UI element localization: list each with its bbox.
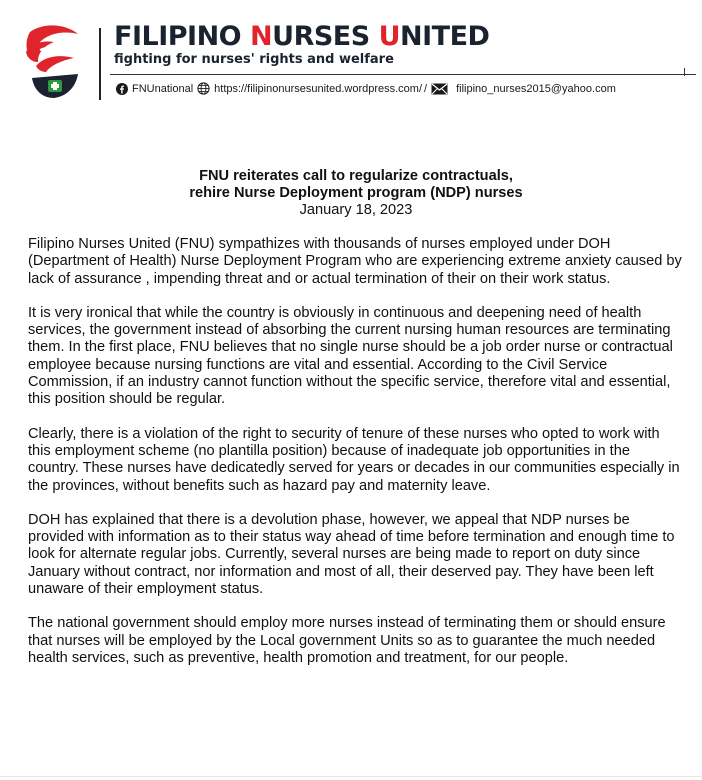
organization-tagline: fighting for nurses' rights and welfare [114, 52, 394, 67]
page-bottom-rule [0, 776, 702, 777]
logo-divider [99, 28, 101, 100]
globe-icon [197, 82, 210, 95]
body-paragraph: Filipino Nurses United (FNU) sympathizes with thousands of nurses employed under DOH (Department of Health) Nurse Deployment Program who are experiencing extreme anxiety caused by lack of assurance , impending threat and or actual termination of their on their work status. [28, 236, 682, 287]
body-paragraph: It is very ironical that while the country is obviously in continuous and deepening need of health services, the government instead of absorbing the current nursing human resources are terminating them. In the first place, FNU believes that no single nurse should be a job order nurse or contractual employee because nursing functions are vital and essential. According to the Civil Service Commission, if an industry cannot function without the specific service, therefore vital and essential, this position should be regular. [28, 304, 673, 408]
statement-date: January 18, 2023 [299, 202, 413, 218]
fnu-logo [22, 22, 84, 102]
statement-title-line-2: rehire Nurse Deployment program (NDP) nurses [189, 185, 523, 201]
organization-name: FILIPINO NURSES UNITED [114, 21, 490, 52]
press-statement [28, 168, 684, 667]
body-paragraph: The national government should employ more nurses instead of terminating them or should ensure that nurses will be employed by the Local government Units so as to guarantee the much needed health services, such as preventive, health promotion and treatment, for our people. [28, 615, 666, 666]
facebook-handle[interactable]: FNUnational [132, 82, 194, 95]
email-address[interactable]: filipino_nurses2015@yahoo.com [456, 82, 616, 95]
header-rule-tick [684, 68, 685, 76]
facebook-icon [116, 83, 128, 95]
contact-line [116, 82, 616, 95]
body-paragraph: Clearly, there is a violation of the right to security of tenure of these nurses who opted to work with this employment scheme (no plantilla position) because of inadequate job opportunities in the country. These nurses have dedicatedly served for years or decades in our communities especially in the provinces, without benefits such as hazard pay and maternity leave. [28, 425, 680, 494]
letterhead [0, 0, 702, 110]
mail-icon [431, 83, 448, 95]
header-rule [110, 74, 696, 75]
statement-title-line-1: FNU reiterates call to regularize contractuals, [199, 168, 513, 184]
contact-separator: / [424, 82, 428, 95]
website-link[interactable]: https://filipinonursesunited.wordpress.com/ [214, 82, 423, 95]
body-paragraph: DOH has explained that there is a devolution phase, however, we appeal that NDP nurses be provided with information as to their status way ahead of time before termination and enough time to look for alternate regular jobs. Currently, several nurses are being made to report on duty since January without contract, nor information and most of all, their deserved pay. They have been left unaware of their employment status. [28, 511, 675, 598]
